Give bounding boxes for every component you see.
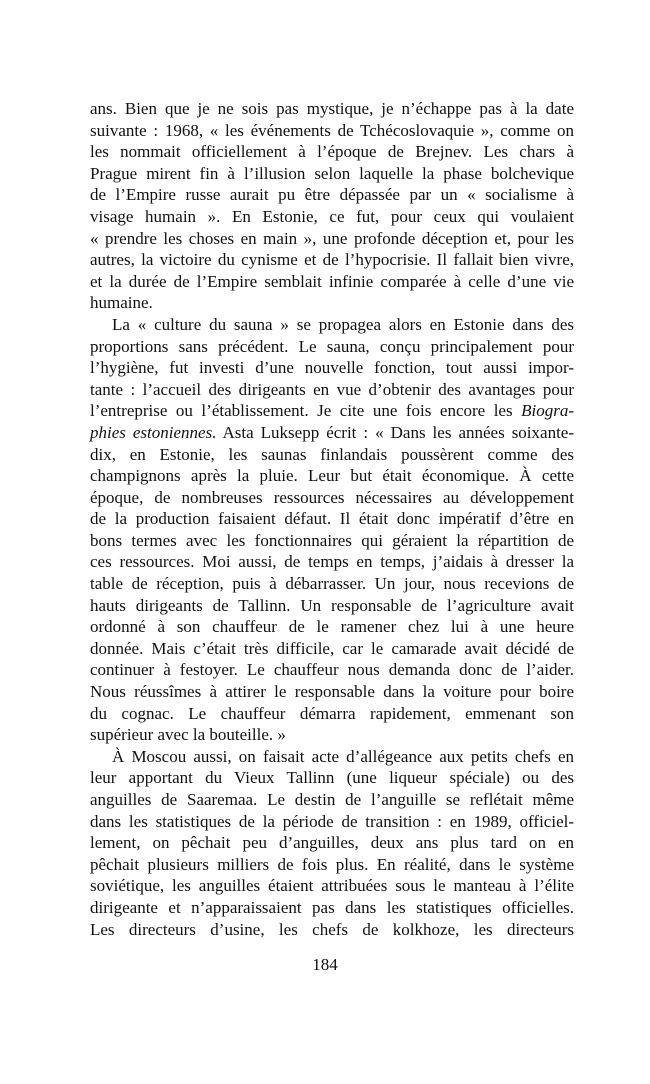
paragraph xyxy=(90,746,574,940)
body-text xyxy=(90,98,574,940)
text-line: phies estoniennes. Asta Luksepp écrit : « Dans les années soixante- xyxy=(90,422,575,442)
text-line: continuer à festoyer. Le chauffeur nous demanda donc de l’aider. xyxy=(90,660,574,680)
book-title: phies estoniennes. xyxy=(90,422,217,442)
text-line: du cognac. Le chauffeur démarra rapidement, emmenant son xyxy=(90,703,574,723)
text-line: l’hygiène, fut investi d’une nouvelle fonction, tout aussi impor- xyxy=(90,358,574,378)
text-line: champignons après la pluie. Leur but était économique. À cette xyxy=(90,466,574,486)
text-line: tante : l’accueil des dirigeants en vue d’obtenir des avantages pour xyxy=(90,379,574,399)
text-line: dirigeante et n’apparaissaient pas dans les statistiques officielles. xyxy=(90,897,574,917)
text-line: et la durée de l’Empire semblait infinie comparée à celle d’une vie xyxy=(90,271,574,291)
text-line: dans les statistiques de la période de transition : en 1989, officiel- xyxy=(90,811,574,831)
paragraph xyxy=(90,98,574,314)
text-line: visage humain ». En Estonie, ce fut, pour ceux qui voulaient xyxy=(90,206,574,226)
text-line: Prague mirent fin à l’illusion selon laquelle la phase bolchevique xyxy=(90,163,574,183)
text-line: pêchait plusieurs milliers de fois plus. En réalité, dans le système xyxy=(90,854,574,874)
text-line: ordonné à son chauffeur de le ramener chez lui à une heure xyxy=(90,617,574,637)
text-line: supérieur avec la bouteille. » xyxy=(90,725,286,745)
text-line: humaine. xyxy=(90,293,153,313)
text-line: anguilles de Saaremaa. Le destin de l’anguille se reflétait même xyxy=(90,790,574,809)
text-line: dix, en Estonie, les saunas finlandais poussèrent comme des xyxy=(90,444,574,464)
text-line: les nommait officiellement à l’époque de Brejnev. Les chars à xyxy=(90,142,574,162)
text-line: suivante : 1968, « les événements de Tchécoslovaquie », comme on xyxy=(90,120,574,140)
page-number: 184 xyxy=(312,955,338,974)
text-line: Nous réussîmes à attirer le responsable dans la voiture pour boire xyxy=(90,682,574,702)
text-line: À Moscou aussi, on faisait acte d’allégeance aux petits chefs en xyxy=(112,746,574,766)
text-line: ans. Bien que je ne sois pas mystique, je n’échappe pas à la date xyxy=(90,99,574,118)
text-line: l’entreprise ou l’établissement. Je cite une fois encore les Biogra- xyxy=(90,401,574,421)
book-title: Biogra- xyxy=(521,401,574,421)
text-line: Les directeurs d’usine, les chefs de kolkhoze, les directeurs xyxy=(90,919,574,939)
text-line: bons termes avec les fonctionnaires qui géraient la répartition de xyxy=(90,530,574,550)
text-line: soviétique, les anguilles étaient attribuées sous le manteau à l’élite xyxy=(90,876,574,896)
paragraph xyxy=(90,314,574,746)
text-line: « prendre les choses en main », une profonde déception et, pour les xyxy=(90,228,574,248)
text-line: lement, on pêchait peu d’anguilles, deux ans plus tard on en xyxy=(90,833,574,853)
text-line: époque, de nombreuses ressources nécessaires au développement xyxy=(90,487,574,507)
text-line: ces ressources. Moi aussi, de temps en temps, j’aidais à dresser la xyxy=(90,552,574,572)
text-line: table de réception, puis à débarrasser. Un jour, nous recevions de xyxy=(90,574,574,594)
text-line: autres, la victoire du cynisme et de l’hypocrisie. Il fallait bien vivre, xyxy=(90,250,574,270)
text-line: hauts dirigeants de Tallinn. Un responsable de l’agriculture avait xyxy=(90,595,574,615)
text-line: La « culture du sauna » se propagea alors en Estonie dans des xyxy=(112,314,574,334)
text-line: leur apportant du Vieux Tallinn (une liqueur spéciale) ou des xyxy=(90,768,574,788)
text-line: donnée. Mais c’était très difficile, car le camarade avait décidé de xyxy=(90,638,574,658)
text-line: de la production faisaient défaut. Il était donc impératif d’être en xyxy=(90,509,574,529)
text-line: proportions sans précédent. Le sauna, conçu principalement pour xyxy=(90,336,574,356)
text-line: de l’Empire russe aurait pu être dépassée par un « socialisme à xyxy=(90,185,574,205)
